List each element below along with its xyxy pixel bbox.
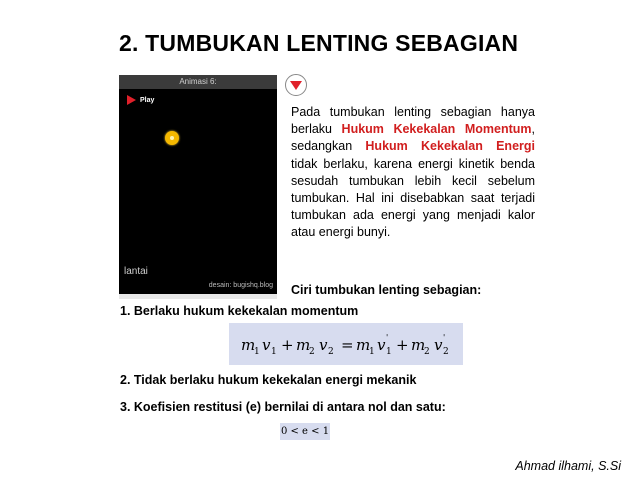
svg-text:1: 1: [386, 347, 392, 357]
law-momentum: Hukum Kekekalan Momentum: [341, 122, 532, 137]
animation-credit: desain: bugishq.blog: [208, 282, 273, 289]
ball: [165, 131, 179, 145]
svg-text:2: 2: [424, 347, 430, 357]
point-2: 2. Tidak berlaku hukum kekekalan energi mekanik: [120, 373, 417, 387]
description-paragraph: [291, 104, 535, 242]
play-icon: [127, 95, 136, 105]
svg-text:2: 2: [328, 347, 334, 357]
slide-title: 2. TUMBUKAN LENTING SEBAGIAN: [119, 30, 519, 56]
desc-text-1: Pada tumbukan lenting sebagian hanya berlaku: [291, 105, 535, 137]
ciri-heading: Ciri tumbukan lenting sebagian:: [291, 283, 482, 297]
momentum-equation-svg: [229, 323, 463, 365]
animation-floor-strip: [119, 294, 277, 299]
play-label: Play: [140, 96, 155, 104]
svg-text:m: m: [356, 336, 371, 354]
svg-text:=: =: [341, 336, 354, 354]
svg-text:m: m: [241, 336, 256, 354]
restitution-equation: 0 < e < 1: [280, 423, 330, 440]
floor-label: lantai: [124, 266, 148, 277]
svg-text:m: m: [411, 336, 426, 354]
svg-text:': ': [443, 333, 446, 342]
svg-text:v: v: [377, 336, 386, 354]
desc-text-3: tidak berlaku, karena energi kinetik benda sesudah tumbukan lebih kecil sebelum tumbukan. Hal ini disebabkan saat terjadi tumbukan ada energi yang menjadi kalor atau energi bunyi.: [291, 156, 535, 240]
svg-text:2: 2: [309, 347, 315, 357]
svg-text:1: 1: [254, 347, 260, 357]
svg-text:+: +: [396, 336, 409, 354]
collision-animation[interactable]: [119, 75, 277, 299]
momentum-equation: [229, 323, 463, 365]
svg-text:1: 1: [271, 347, 277, 357]
svg-text:v: v: [262, 336, 271, 354]
point-1: 1. Berlaku hukum kekekalan momentum: [120, 304, 359, 318]
down-arrow-icon[interactable]: [285, 74, 307, 96]
svg-text:m: m: [296, 336, 311, 354]
author-credit: Ahmad ilhami, S.Si: [515, 459, 621, 473]
point-3: 3. Koefisien restitusi (e) bernilai di antara nol dan satu:: [120, 400, 446, 414]
svg-text:2: 2: [443, 347, 449, 357]
law-energy: Hukum Kekekalan Energi: [365, 139, 535, 154]
desc-text-2: , sedangkan: [291, 122, 535, 154]
play-button[interactable]: [127, 95, 154, 105]
svg-text:+: +: [281, 336, 294, 354]
svg-text:': ': [386, 333, 389, 342]
svg-text:v: v: [319, 336, 328, 354]
animation-header: Animasi 6:: [119, 75, 277, 89]
svg-text:v: v: [434, 336, 443, 354]
svg-text:1: 1: [369, 347, 375, 357]
